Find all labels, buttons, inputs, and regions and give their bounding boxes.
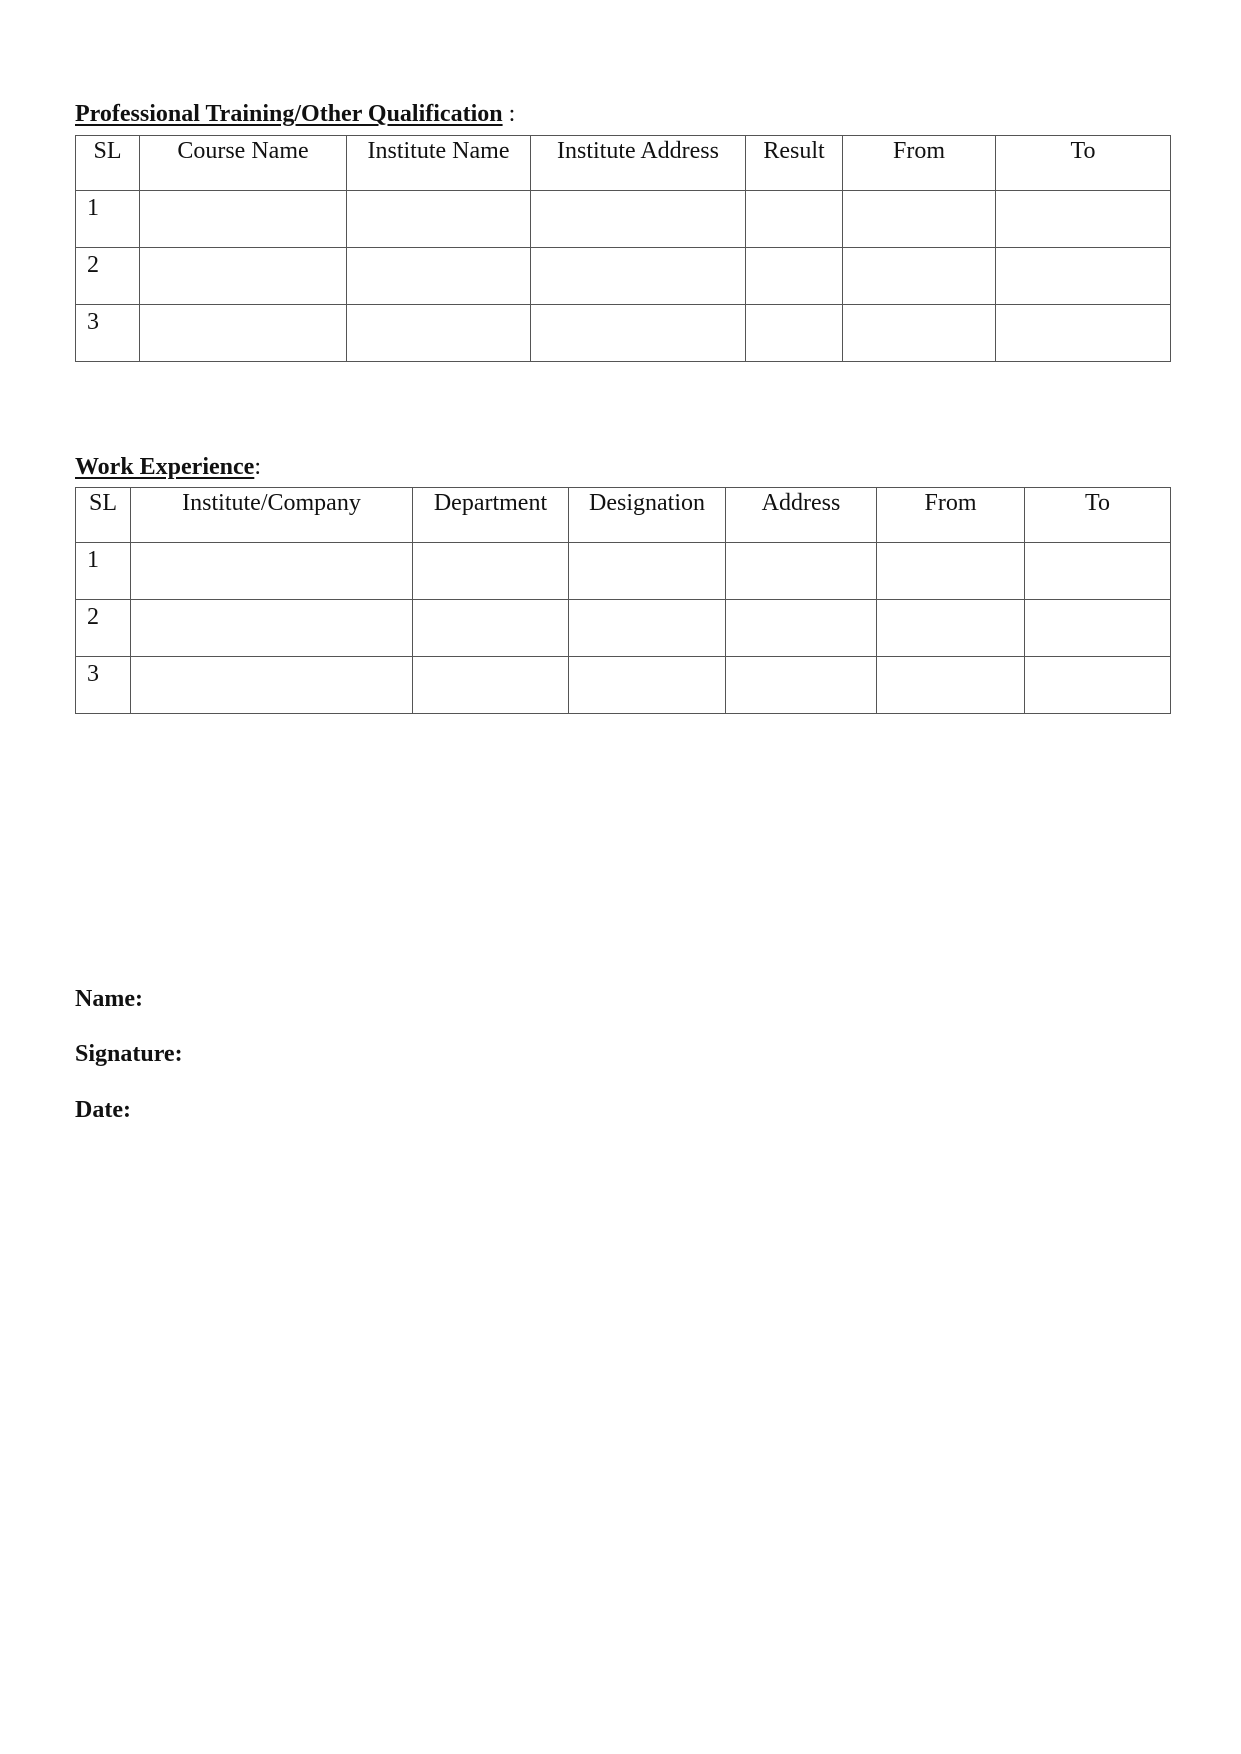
table-row bbox=[76, 305, 1171, 362]
table-row bbox=[76, 248, 1171, 305]
to-cell[interactable] bbox=[996, 191, 1171, 248]
date-label: Date: bbox=[75, 1097, 131, 1123]
table-row bbox=[76, 543, 1171, 600]
result-cell[interactable] bbox=[746, 191, 843, 248]
course-name-cell[interactable] bbox=[140, 248, 347, 305]
address-cell[interactable] bbox=[726, 657, 877, 714]
designation-cell[interactable] bbox=[569, 600, 726, 657]
institute-name-cell[interactable] bbox=[347, 248, 531, 305]
from-cell[interactable] bbox=[843, 191, 996, 248]
result-cell[interactable] bbox=[746, 248, 843, 305]
from-cell[interactable] bbox=[877, 543, 1025, 600]
department-cell[interactable] bbox=[413, 600, 569, 657]
department-cell[interactable] bbox=[413, 657, 569, 714]
column-header-to: To bbox=[996, 136, 1171, 191]
column-header-from: From bbox=[843, 136, 996, 191]
result-cell[interactable] bbox=[746, 305, 843, 362]
training-header-row bbox=[76, 136, 1171, 191]
institute-name-cell[interactable] bbox=[347, 305, 531, 362]
column-header-institute-name: Institute Name bbox=[347, 136, 531, 191]
work-header-row bbox=[76, 488, 1171, 543]
address-cell[interactable] bbox=[726, 600, 877, 657]
department-cell[interactable] bbox=[413, 543, 569, 600]
table-row bbox=[76, 657, 1171, 714]
training-title-colon: : bbox=[502, 101, 516, 127]
column-header-result: Result bbox=[746, 136, 843, 191]
column-header-sl: SL bbox=[76, 488, 131, 543]
institute-company-cell[interactable] bbox=[131, 657, 413, 714]
column-header-department: Department bbox=[413, 488, 569, 543]
column-header-to: To bbox=[1025, 488, 1171, 543]
from-cell[interactable] bbox=[843, 248, 996, 305]
work-section-title bbox=[75, 453, 261, 481]
address-cell[interactable] bbox=[726, 543, 877, 600]
training-section-title bbox=[75, 100, 515, 128]
to-cell[interactable] bbox=[1025, 657, 1171, 714]
sl-cell: 2 bbox=[76, 248, 140, 305]
to-cell[interactable] bbox=[1025, 600, 1171, 657]
column-header-course-name: Course Name bbox=[140, 136, 347, 191]
sl-cell: 1 bbox=[76, 191, 140, 248]
sl-cell: 3 bbox=[76, 305, 140, 362]
work-title-colon: : bbox=[254, 454, 261, 480]
from-cell[interactable] bbox=[843, 305, 996, 362]
institute-company-cell[interactable] bbox=[131, 543, 413, 600]
sl-cell: 1 bbox=[76, 543, 131, 600]
to-cell[interactable] bbox=[1025, 543, 1171, 600]
work-title-text: Work Experience bbox=[75, 454, 255, 480]
column-header-address: Address bbox=[726, 488, 877, 543]
institute-address-cell[interactable] bbox=[531, 248, 746, 305]
to-cell[interactable] bbox=[996, 248, 1171, 305]
signature-label: Signature: bbox=[75, 1041, 183, 1067]
institute-company-cell[interactable] bbox=[131, 600, 413, 657]
sl-cell: 2 bbox=[76, 600, 131, 657]
column-header-institute-company: Institute/Company bbox=[131, 488, 413, 543]
name-label: Name: bbox=[75, 986, 143, 1012]
column-header-from: From bbox=[877, 488, 1025, 543]
training-table bbox=[75, 135, 1171, 362]
designation-cell[interactable] bbox=[569, 657, 726, 714]
column-header-institute-address: Institute Address bbox=[531, 136, 746, 191]
designation-cell[interactable] bbox=[569, 543, 726, 600]
institute-address-cell[interactable] bbox=[531, 305, 746, 362]
institute-name-cell[interactable] bbox=[347, 191, 531, 248]
sl-cell: 3 bbox=[76, 657, 131, 714]
work-experience-table bbox=[75, 487, 1171, 714]
training-title-text: Professional Training/Other Qualification bbox=[75, 101, 503, 127]
from-cell[interactable] bbox=[877, 657, 1025, 714]
table-row bbox=[76, 191, 1171, 248]
institute-address-cell[interactable] bbox=[531, 191, 746, 248]
course-name-cell[interactable] bbox=[140, 305, 347, 362]
column-header-sl: SL bbox=[76, 136, 140, 191]
from-cell[interactable] bbox=[877, 600, 1025, 657]
column-header-designation: Designation bbox=[569, 488, 726, 543]
to-cell[interactable] bbox=[996, 305, 1171, 362]
table-row bbox=[76, 600, 1171, 657]
course-name-cell[interactable] bbox=[140, 191, 347, 248]
